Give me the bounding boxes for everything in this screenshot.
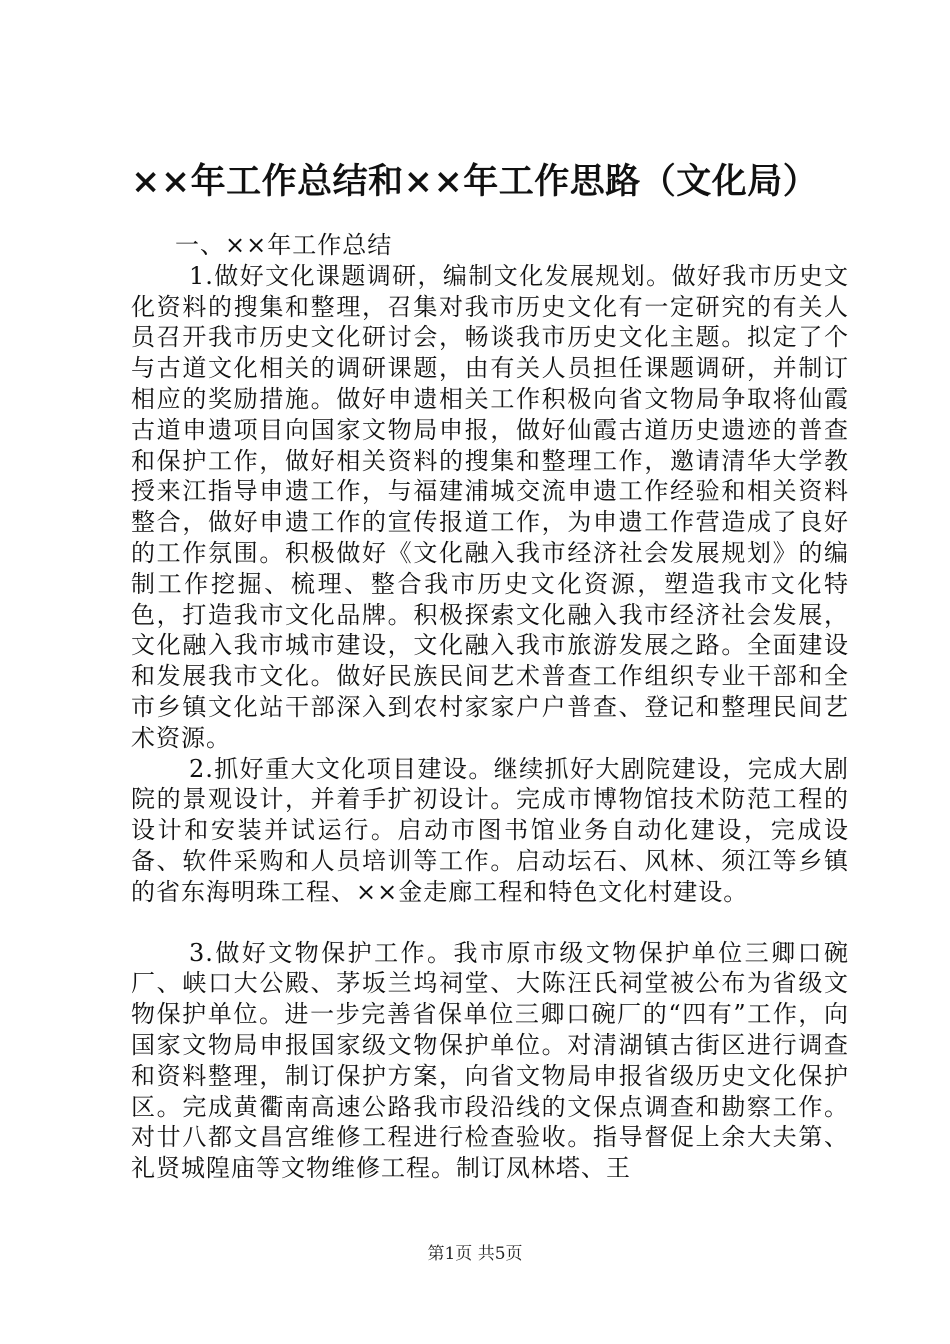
- paragraph-2: 2.抓好重大文化项目建设。继续抓好大剧院建设，完成大剧院的景观设计，并着手扩初设计。完成市博物馆技术防范工程的设计和安装并试运行。启动市图书馆业务自动化建设，完成设备、软件采购和人员培训等工作。启动坛石、风林、须江等乡镇的省东海明珠工程、××金走廊工程和特色文化村建设。: [131, 754, 849, 906]
- paragraph-1: 1.做好文化课题调研，编制文化发展规划。做好我市历史文化资料的搜集和整理，召集对我市历史文化有一定研究的有关人员召开我市历史文化研讨会，畅谈我市历史文化主题。拟定了个与古道文化相关的调研课题，由有关人员担任课题调研，并制订相应的奖励措施。做好申遗相关工作积极向省文物局争取将仙霞古道申遗项目向国家文物局申报，做好仙霞古道历史遗迹的普查和保护工作，做好相关资料的搜集和整理工作，邀请清华大学教授来江指导申遗工作，与福建浦城交流申遗工作经验和相关资料整合，做好申遗工作的宣传报道工作，为申遗工作营造成了良好的工作氛围。积极做好《文化融入我市经济社会发展规划》的编制工作挖掘、梳理、整合我市历史文化资源，塑造我市文化特色，打造我市文化品牌。积极探索文化融入我市经济社会发展，文化融入我市城市建设，文化融入我市旅游发展之路。全面建设和发展我市文化。做好民族民间艺术普查工作组织专业干部和全市乡镇文化站干部深入到农村家家户户普查、登记和整理民间艺术资源。: [131, 261, 849, 752]
- document-body: [131, 230, 849, 1184]
- page-footer: 第1页 共5页: [427, 1244, 523, 1264]
- paragraph-3: 3.做好文物保护工作。我市原市级文物保护单位三卿口碗厂、峡口大公殿、茅坂兰坞祠堂、大陈汪氏祠堂被公布为省级文物保护单位。进一步完善省保单位三卿口碗厂的“四有”工作，向国家文物局申报国家级文物保护单位。对清湖镇古街区进行调查和资料整理，制订保护方案，向省文物局申报省级历史文化保护区。完成黄衢南高速公路我市段沿线的文保点调查和勘察工作。对廿八都文昌宫维修工程进行检查验收。指导督促上余大夫第、礼贤城隍庙等文物维修工程。制订凤林塔、王: [131, 938, 849, 1183]
- document-title: ××年工作总结和××年工作思路（文化局）: [131, 161, 819, 202]
- section-heading: 一、××年工作总结: [175, 231, 393, 259]
